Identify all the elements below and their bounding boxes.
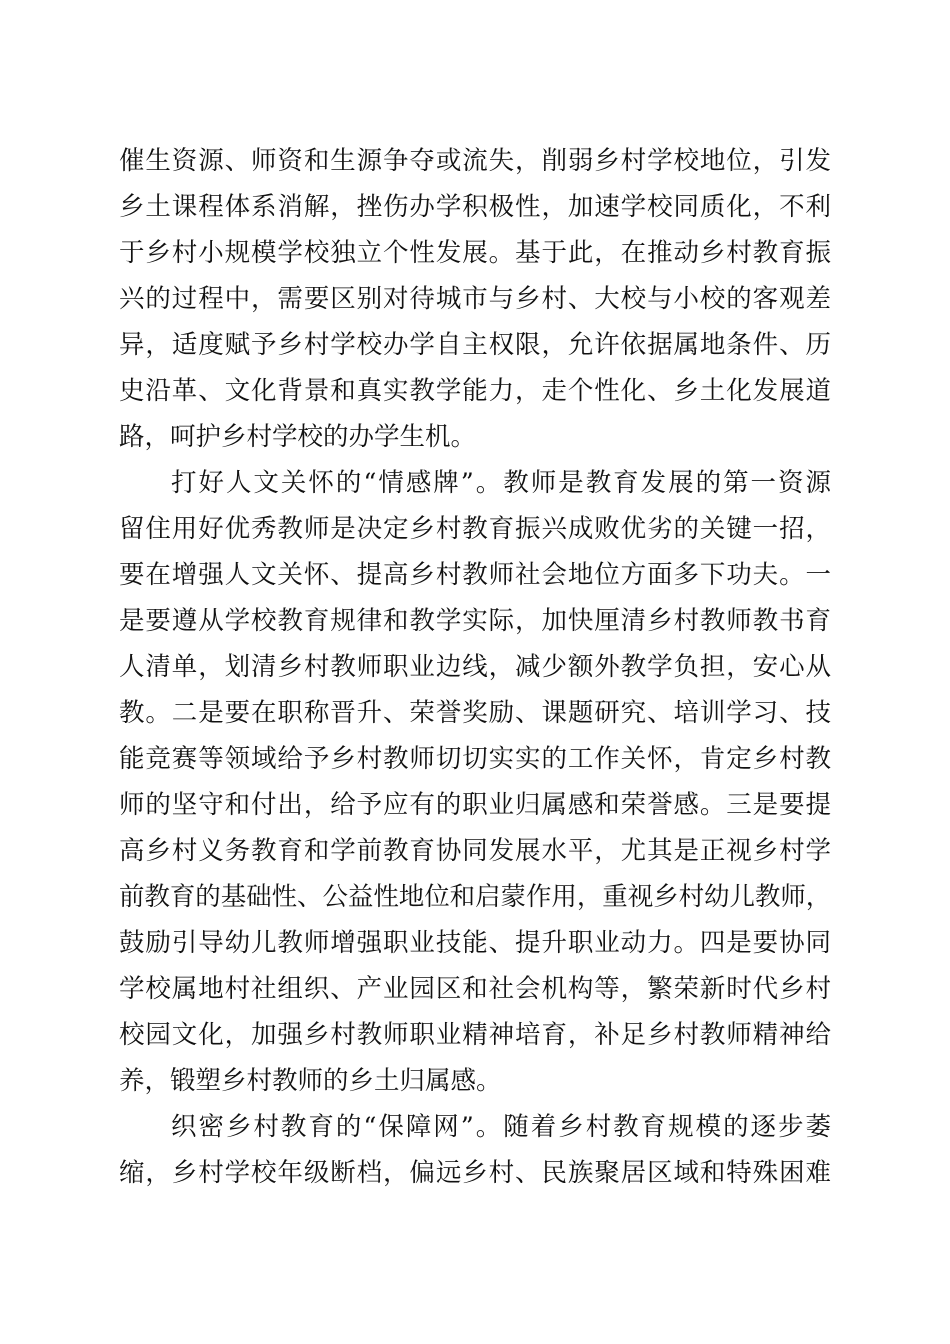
text-line: 能竞赛等领域给予乡村教师切切实实的工作关怀，肯定乡村教 <box>119 744 831 774</box>
text-line: 留住用好优秀教师是决定乡村教育振兴成败优劣的关键一招， <box>119 514 831 544</box>
text-line: 织密乡村教育的“保障网”。随着乡村教育规模的逐步萎 <box>171 1112 831 1142</box>
text-line: 缩，乡村学校年级断档，偏远乡村、民族聚居区域和特殊困难 <box>119 1158 831 1188</box>
text-line: 催生资源、师资和生源争夺或流失，削弱乡村学校地位，引发 <box>119 146 831 176</box>
text-line: 养，锻塑乡村教师的乡土归属感。 <box>119 1066 502 1096</box>
text-line: 鼓励引导幼儿教师增强职业技能、提升职业动力。四是要协同 <box>119 928 831 958</box>
paragraph-2 <box>119 460 831 1104</box>
paragraph-3 <box>119 1104 831 1196</box>
text-line: 高乡村义务教育和学前教育协同发展水平，尤其是正视乡村学 <box>119 836 831 866</box>
text-line: 于乡村小规模学校独立个性发展。基于此，在推动乡村教育振 <box>119 238 831 268</box>
text-line: 要在增强人文关怀、提高乡村教师社会地位方面多下功夫。一 <box>119 560 831 590</box>
text-line: 异，适度赋予乡村学校办学自主权限，允许依据属地条件、历 <box>119 330 831 360</box>
paragraph-1 <box>119 138 831 460</box>
text-line: 是要遵从学校教育规律和教学实际，加快厘清乡村教师教书育 <box>119 606 831 636</box>
text-line: 路，呵护乡村学校的办学生机。 <box>119 422 477 452</box>
document-body <box>119 138 831 1196</box>
text-line: 学校属地村社组织、产业园区和社会机构等，繁荣新时代乡村 <box>119 974 831 1004</box>
text-line: 打好人文关怀的“情感牌”。教师是教育发展的第一资源 <box>171 468 831 498</box>
text-line: 乡土课程体系消解，挫伤办学积极性，加速学校同质化，不利 <box>119 192 831 222</box>
text-line: 兴的过程中，需要区别对待城市与乡村、大校与小校的客观差 <box>119 284 831 314</box>
text-line: 教。二是要在职称晋升、荣誉奖励、课题研究、培训学习、技 <box>119 698 831 728</box>
text-line: 前教育的基础性、公益性地位和启蒙作用，重视乡村幼儿教师， <box>119 882 831 912</box>
text-line: 人清单，划清乡村教师职业边线，减少额外教学负担，安心从 <box>119 652 831 682</box>
text-line: 师的坚守和付出，给予应有的职业归属感和荣誉感。三是要提 <box>119 790 831 820</box>
text-line: 校园文化，加强乡村教师职业精神培育，补足乡村教师精神给 <box>119 1020 831 1050</box>
text-line: 史沿革、文化背景和真实教学能力，走个性化、乡土化发展道 <box>119 376 831 406</box>
